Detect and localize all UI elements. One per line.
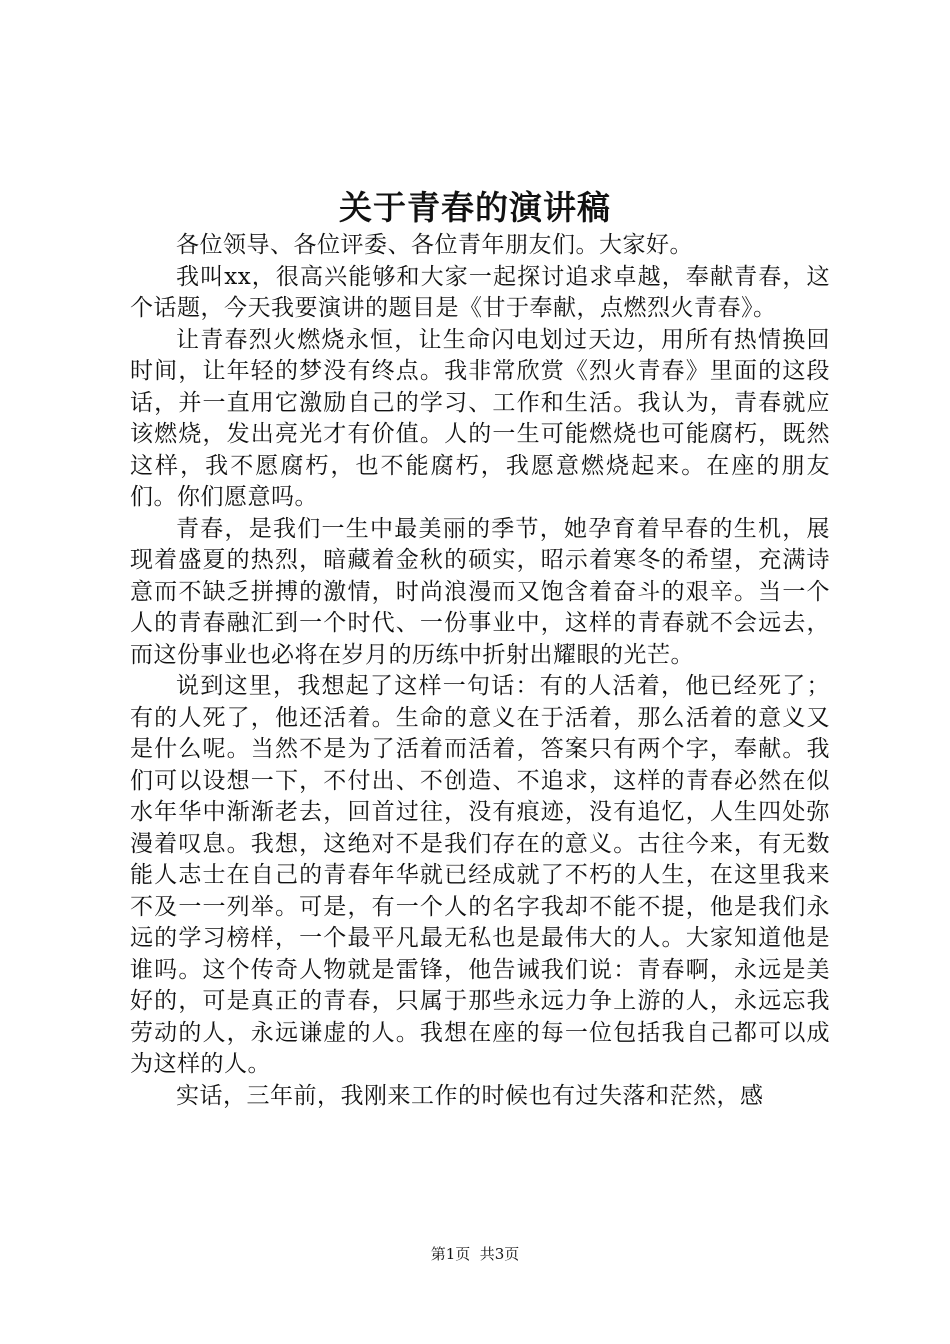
document-title: 关于青春的演讲稿 (339, 188, 611, 227)
paragraph-three-years-ago: 实话，三年前，我刚来工作的时候也有过失落和茫然，感 (176, 1082, 764, 1109)
paragraph-youth-season: 青春，是我们一生中最美丽的季节，她孕育着早春的生机，展现着盛夏的热烈，暗藏着金秋的硕实，昭示着寒冬的希望，充满诗意而不缺乏拼搏的激情，时尚浪漫而又饱含着奋斗的艰辛。当一个人的青春融汇到一个时代、一份事业中，这样的青春就不会远去，而这份事业也必将在岁月的历练中折射出耀眼的光芒。 (130, 515, 830, 668)
paragraph-introduction: 我叫xx，很高兴能够和大家一起探讨追求卓越，奉献青春，这个话题，今天我要演讲的题目是《甘于奉献，点燃烈火青春》。 (130, 263, 830, 321)
page-number: 第1页 共3页 (430, 1245, 520, 1263)
paragraph-greeting: 各位领导、各位评委、各位青年朋友们。大家好。 (176, 232, 693, 258)
paragraph-meaning-of-life: 说到这里，我想起了这样一句话：有的人活着，他已经死了；有的人死了，他还活着。生命的意义在于活着，那么活着的意义又是什么呢。当然不是为了活着而活着，答案只有两个字，奉献。我们可以设想一下，不付出、不创造、不追求，这样的青春必然在似水年华中渐渐老去，回首过往，没有痕迹，没有追忆，人生四处弥漫着叹息。我想，这绝对不是我们存在的意义。古往今来，有无数能人志士在自己的青春年华就已经成就了不朽的人生，在这里我来不及一一列举。可是，有一个人的名字我却不能不提，他是我们永远的学习榜样，一个最平凡最无私也是最伟大的人。大家知道他是谁吗。这个传奇人物就是雷锋，他告诫我们说：青春啊，永远是美好的，可是真正的青春，只属于那些永远力争上游的人，永远忘我劳动的人，永远谦虚的人。我想在座的每一位包括我自己都可以成为这样的人。 (130, 673, 830, 1077)
paragraph-burning-youth: 让青春烈火燃烧永恒，让生命闪电划过天边，用所有热情换回时间，让年轻的梦没有终点。我非常欣赏《烈火青春》里面的这段话，并一直用它激励自己的学习、工作和生活。我认为，青春就应该燃烧，发出亮光才有价值。人的一生可能燃烧也可能腐朽，既然这样，我不愿腐朽，也不能腐朽，我愿意燃烧起来。在座的朋友们。你们愿意吗。 (130, 326, 830, 510)
document-body (130, 230, 830, 1112)
page-footer (0, 1244, 950, 1264)
